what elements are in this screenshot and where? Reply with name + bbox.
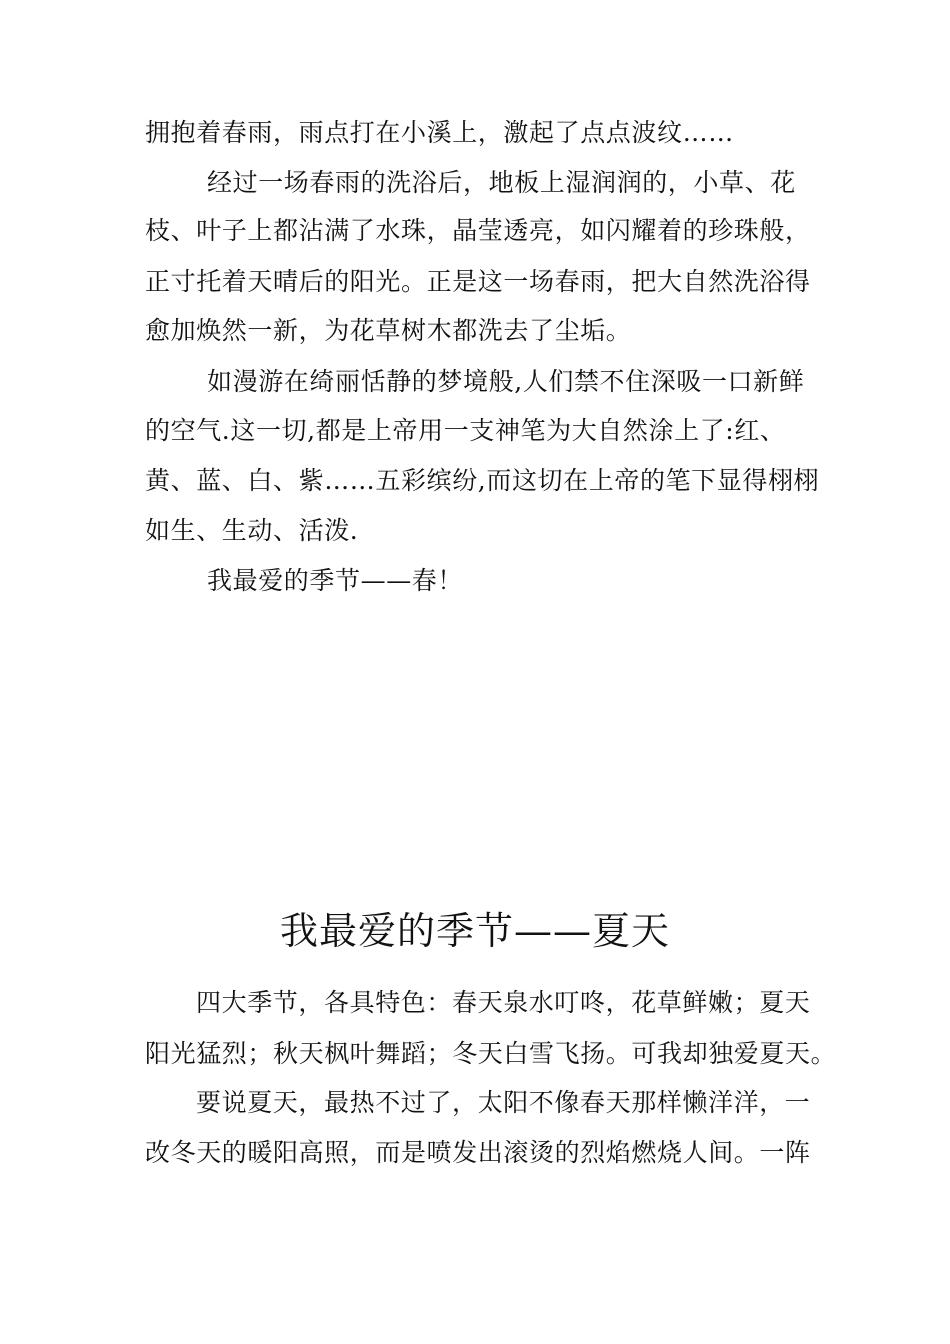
paragraph-line: 阳光猛烈；秋天枫叶舞蹈；冬天白雪飞扬。可我却独爱夏天。 xyxy=(145,1039,837,1068)
paragraph-line: 如漫游在绮丽恬静的梦境般,人们禁不住深吸一口新鲜 xyxy=(207,367,805,396)
paragraph-line: 改冬天的暖阳高照，而是喷发出滚烫的烈焰燃烧人间。一阵 xyxy=(145,1138,811,1167)
essay-title: 我最爱的季节——夏天 xyxy=(279,909,670,953)
paragraph-line: 黄、蓝、白、紫……五彩缤纷,而这切在上帝的笔下显得栩栩 xyxy=(145,466,820,495)
paragraph-line: 枝、叶子上都沾满了水珠，晶莹透亮，如闪耀着的珍珠般， xyxy=(145,216,811,245)
paragraph-line: 拥抱着春雨，雨点打在小溪上，激起了点点波纹…… xyxy=(145,118,734,147)
paragraph-line: 的空气.这一切,都是上帝用一支神笔为大自然涂上了:红、 xyxy=(145,416,786,445)
paragraph-line: 经过一场春雨的洗浴后，地板上湿润润的，小草、花 xyxy=(207,168,796,197)
closing-line: 我最爱的季节——春！ xyxy=(207,566,464,595)
paragraph-line: 愈加焕然一新，为花草树木都洗去了尘垢。 xyxy=(145,316,632,345)
paragraph-line: 要说夏天，最热不过了，太阳不像春天那样懒洋洋，一 xyxy=(196,1088,811,1117)
paragraph-line: 正寸托着天晴后的阳光。正是这一场春雨，把大自然洗浴得 xyxy=(145,267,811,296)
paragraph-line: 如生、生动、活泼. xyxy=(145,516,359,545)
paragraph-line: 四大季节，各具特色：春天泉水叮咚，花草鲜嫩；夏天 xyxy=(196,988,811,1017)
